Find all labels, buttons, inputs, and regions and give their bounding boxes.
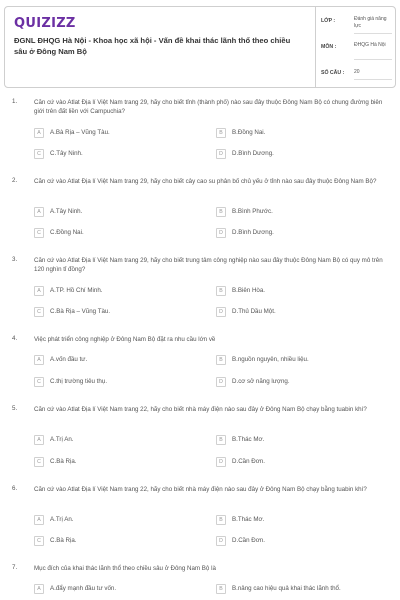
option-letter-box: D — [216, 457, 226, 467]
option-letter-box: A — [34, 207, 44, 217]
meta-count-label: SỐ CÂU : — [321, 70, 345, 76]
option-letter-box: B — [216, 286, 226, 296]
option-letter-box: A — [34, 584, 44, 594]
option-text: C.Đồng Nai. — [50, 229, 84, 236]
meta-count-value: 20 — [354, 69, 360, 75]
quizizz-logo: QUIZIZZ — [14, 16, 76, 31]
question-text: Mục đích của khai thác lãnh thổ theo chiều sâu ở Đông Nam Bộ là — [34, 565, 216, 572]
option-letter-box: C — [34, 457, 44, 467]
question-number: 2. — [12, 177, 18, 184]
option-letter-box: C — [34, 149, 44, 159]
meta-class-value: Đánh giá năng lực — [354, 16, 387, 29]
question-number: 5. — [12, 405, 18, 412]
option-letter-box: D — [216, 307, 226, 317]
meta-class-label: LỚP : — [321, 18, 336, 24]
option-text: C.Tây Ninh. — [50, 150, 83, 157]
question-number: 7. — [12, 564, 18, 571]
question-number: 1. — [12, 98, 18, 105]
option-text: B.Thác Mơ. — [232, 516, 265, 523]
option-text: C.thị trường tiêu thụ. — [50, 378, 108, 385]
option-letter-box: A — [34, 286, 44, 296]
option-text: A.Bà Rịa – Vũng Tàu. — [50, 129, 110, 136]
worksheet-meta — [315, 7, 397, 87]
option-text: B.nâng cao hiệu quả khai thác lãnh thổ. — [232, 585, 341, 592]
option-text: D.Cần Đơn. — [232, 458, 265, 465]
question-text: Căn cứ vào Atlat Địa lí Việt Nam trang 29, hãy cho biết trung tâm công nghiệp nào sau đây thuộc Đông Nam Bộ có quy mô trên 120 nghìn tỉ đồng? — [34, 257, 383, 273]
option-text: C.Bà Rịa. — [50, 537, 77, 544]
question-text: Căn cứ vào Atlat Địa lí Việt Nam trang 29, hãy cho biết tỉnh (thành phố) nào sau đây thuộc Đông Nam Bộ có chung đường biên giới trên đất liền với Campuchia? — [34, 99, 383, 115]
option-text: C.Bà Rịa – Vũng Tàu. — [50, 308, 111, 315]
worksheet-header — [4, 6, 396, 88]
option-text: D.Bình Dương. — [232, 150, 274, 157]
meta-count-line — [354, 79, 392, 80]
option-text: A.TP. Hồ Chí Minh. — [50, 287, 103, 294]
option-letter-box: B — [216, 435, 226, 445]
option-letter-box: D — [216, 149, 226, 159]
option-text: B.Thác Mơ. — [232, 436, 265, 443]
question-text: Việc phát triển công nghiệp ở Đông Nam Bộ đặt ra nhu cầu lớn về — [34, 336, 216, 343]
option-text: A.Tây Ninh. — [50, 208, 83, 215]
option-letter-box: C — [34, 377, 44, 387]
option-text: D.Thủ Dầu Một. — [232, 308, 276, 315]
option-letter-box: D — [216, 377, 226, 387]
option-text: A.đẩy mạnh đầu tư vốn. — [50, 585, 117, 592]
option-text: A.Trị An. — [50, 436, 74, 443]
option-text: B.Đồng Nai. — [232, 129, 266, 136]
option-text: B.Bình Phước. — [232, 208, 273, 215]
meta-class-line — [354, 33, 392, 34]
option-text: B.Biên Hòa. — [232, 287, 266, 294]
option-letter-box: C — [34, 307, 44, 317]
option-text: C.Bà Rịa. — [50, 458, 77, 465]
option-letter-box: B — [216, 355, 226, 365]
option-letter-box: B — [216, 128, 226, 138]
question-number: 6. — [12, 485, 18, 492]
question-text: Căn cứ vào Atlat Địa lí Việt Nam trang 29, hãy cho biết cây cao su phân bố chủ yếu ở tỉnh nào sau đây thuộc Đông Nam Bộ? — [34, 178, 377, 185]
option-letter-box: A — [34, 515, 44, 525]
option-letter-box: A — [34, 435, 44, 445]
option-letter-box: D — [216, 228, 226, 238]
question-text: Căn cứ vào Atlat Địa lí Việt Nam trang 22, hãy cho biết nhà máy điện nào sau đây ở Đông Nam Bộ chạy bằng tuabin khí? — [34, 486, 367, 493]
option-letter-box: A — [34, 355, 44, 365]
meta-subject-label: MÔN : — [321, 44, 337, 50]
option-letter-box: A — [34, 128, 44, 138]
option-text: B.nguồn nguyên, nhiều liệu. — [232, 356, 309, 363]
option-letter-box: D — [216, 536, 226, 546]
option-letter-box: B — [216, 515, 226, 525]
option-letter-box: C — [34, 228, 44, 238]
option-text: A.vốn đầu tư. — [50, 356, 88, 363]
option-text: A.Trị An. — [50, 516, 74, 523]
option-letter-box: B — [216, 584, 226, 594]
option-text: D.cơ sở năng lượng. — [232, 378, 290, 385]
meta-subject-line — [354, 59, 392, 60]
meta-subject-value: ĐHQG Hà Nội — [354, 42, 386, 48]
option-letter-box: C — [34, 536, 44, 546]
worksheet-title: ĐGNL ĐHQG Hà Nội - Khoa học xã hội - Vấn đề khai thác lãnh thổ theo chiều sâu ở Đông Nam Bộ — [14, 36, 291, 56]
option-text: D.Cần Đơn. — [232, 537, 265, 544]
option-letter-box: B — [216, 207, 226, 217]
question-text: Căn cứ vào Atlat Địa lí Việt Nam trang 22, hãy cho biết nhà máy điện nào sau đây ở Đông Nam Bộ chạy bằng tuabin khí? — [34, 406, 367, 413]
option-text: D.Bình Dương. — [232, 229, 274, 236]
question-number: 3. — [12, 256, 18, 263]
question-number: 4. — [12, 335, 18, 342]
